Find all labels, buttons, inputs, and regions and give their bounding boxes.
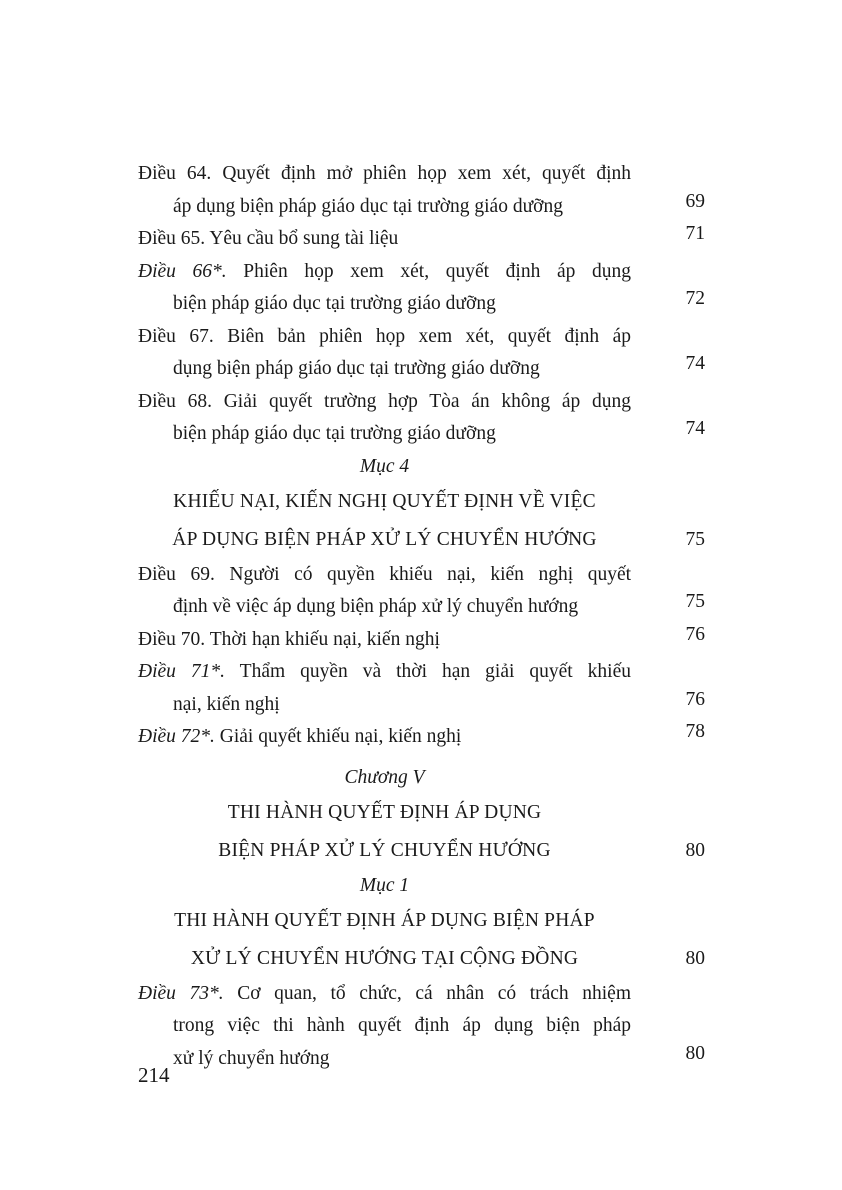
- entry-page-number: 76: [685, 623, 705, 645]
- entry-prefix: Điều 72*.: [138, 726, 215, 747]
- toc-entry-dieu-65[interactable]: [138, 223, 705, 256]
- entry-title-cont: nại, kiến nghị: [173, 693, 280, 715]
- entry-title-cont: biện pháp giáo dục tại trường giáo dưỡng: [173, 423, 496, 444]
- entry-title-cont: trong việc thi hành quyết định áp dụng biện pháp: [173, 1015, 631, 1036]
- entry-page-number: 69: [685, 190, 705, 212]
- entry-prefix: Điều 68.: [138, 390, 212, 412]
- entry-page-number: 78: [685, 721, 705, 742]
- entry-title: Biên bản phiên họp xem xét, quyết định áp: [227, 325, 631, 347]
- entry-page-number: 72: [685, 288, 705, 309]
- chapter-title-line-2: BIỆN PHÁP XỬ LÝ CHUYỂN HƯỚNG: [218, 839, 551, 861]
- toc-entry-dieu-70[interactable]: [138, 624, 705, 657]
- section-label: Mục 4: [359, 455, 410, 477]
- entry-title: Thẩm quyền và thời hạn giải quyết khiếu: [239, 661, 632, 682]
- entry-prefix: Điều 71*.: [138, 661, 226, 682]
- section-title-line-1: THI HÀNH QUYẾT ĐỊNH ÁP DỤNG BIỆN PHÁP: [174, 909, 595, 931]
- entry-page-number: 75: [685, 591, 705, 612]
- entry-title-cont: dụng biện pháp giáo dục tại trường giáo dưỡng: [173, 358, 540, 379]
- section-title-line-2: ÁP DỤNG BIỆN PHÁP XỬ LÝ CHUYỂN HƯỚNG: [172, 528, 597, 550]
- toc-entry-dieu-69[interactable]: [138, 559, 705, 624]
- entry-prefix: Điều 64.: [138, 163, 212, 184]
- toc-entry-dieu-73[interactable]: [138, 978, 705, 1076]
- section-title-line-1: KHIẾU NẠI, KIẾN NGHỊ QUYẾT ĐỊNH VỀ VIỆC: [173, 490, 596, 512]
- toc-entry-dieu-66[interactable]: [138, 256, 705, 321]
- table-of-contents: [138, 158, 705, 1075]
- section-page-number: 75: [685, 528, 705, 550]
- entry-prefix: Điều 69.: [138, 563, 215, 585]
- entry-page-number: 74: [685, 353, 705, 374]
- entry-page-number: 71: [685, 223, 705, 244]
- entry-title: Người có quyền khiếu nại, kiến nghị quyết: [229, 563, 632, 585]
- entry-title-cont: biện pháp giáo dục tại trường giáo dưỡng: [173, 293, 496, 314]
- toc-entry-dieu-72[interactable]: [138, 721, 705, 754]
- page-number: 214: [138, 1063, 170, 1087]
- entry-title: Giải quyết trường hợp Tòa án không áp dụng: [223, 390, 631, 412]
- entry-title: Yêu cầu bổ sung tài liệu: [209, 228, 399, 249]
- toc-chapter-chuong-5[interactable]: [138, 762, 705, 870]
- entry-title: Thời hạn khiếu nại, kiến nghị: [209, 628, 440, 650]
- entry-page-number: 74: [685, 418, 705, 439]
- toc-section-muc-1[interactable]: [138, 870, 705, 978]
- entry-title: Giải quyết khiếu nại, kiến nghị: [219, 726, 462, 747]
- toc-section-muc-4[interactable]: [138, 451, 705, 559]
- toc-entry-dieu-68[interactable]: [138, 386, 705, 451]
- chapter-title-line-1: THI HÀNH QUYẾT ĐỊNH ÁP DỤNG: [227, 801, 542, 823]
- entry-prefix: Điều 66*.: [138, 260, 227, 282]
- toc-entry-dieu-64[interactable]: [138, 158, 705, 223]
- entry-page-number: 76: [685, 688, 705, 710]
- section-page-number: 80: [685, 947, 705, 969]
- entry-prefix: Điều 65.: [138, 228, 206, 249]
- spacer: [138, 754, 705, 762]
- section-label: Mục 1: [359, 874, 410, 896]
- entry-prefix: Điều 73*.: [138, 982, 224, 1004]
- entry-title: Phiên họp xem xét, quyết định áp dụng: [243, 260, 631, 282]
- section-title-line-2: XỬ LÝ CHUYỂN HƯỚNG TẠI CỘNG ĐỒNG: [190, 947, 579, 969]
- toc-entry-dieu-67[interactable]: [138, 321, 705, 386]
- chapter-page-number: 80: [685, 839, 705, 861]
- toc-entry-dieu-71[interactable]: [138, 656, 705, 721]
- entry-title-cont: định về việc áp dụng biện pháp xử lý chuyển hướng: [173, 596, 579, 617]
- entry-title: Quyết định mở phiên họp xem xét, quyết định: [222, 163, 632, 184]
- chapter-label: Chương V: [344, 766, 425, 788]
- entry-prefix: Điều 70.: [138, 628, 206, 650]
- entry-page-number: 80: [685, 1042, 705, 1064]
- entry-title-cont: áp dụng biện pháp giáo dục tại trường giáo dưỡng: [173, 195, 563, 217]
- entry-title: Cơ quan, tổ chức, cá nhân có trách nhiệm: [237, 982, 632, 1004]
- entry-title-cont: xử lý chuyển hướng: [173, 1047, 330, 1069]
- entry-prefix: Điều 67.: [138, 325, 214, 347]
